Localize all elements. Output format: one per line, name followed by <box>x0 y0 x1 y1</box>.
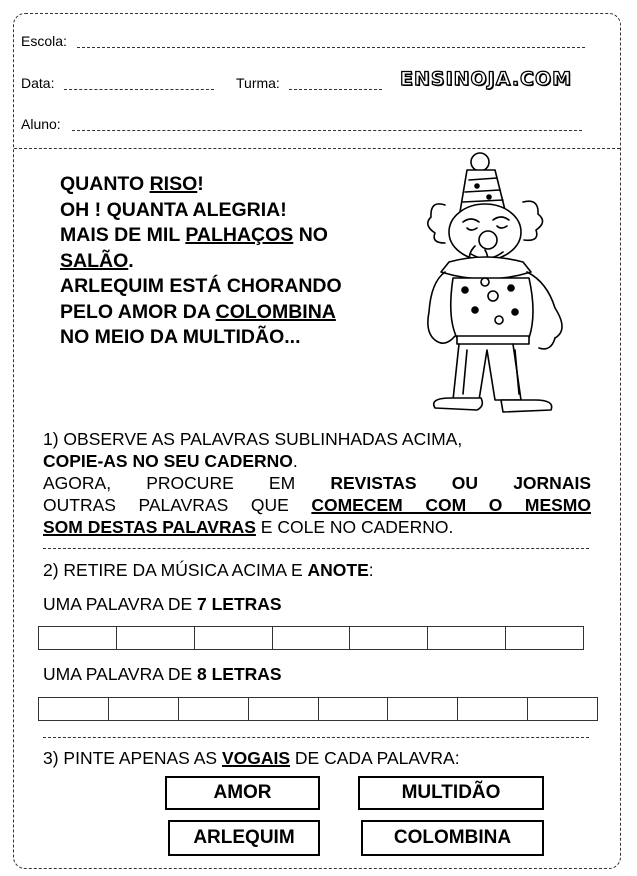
poem-line-7: NO MEIO DA MULTIDÃO... <box>60 326 301 348</box>
poem-line-6: PELO AMOR DA COLOMBINA <box>60 300 336 323</box>
brand-logo: ENSINOJA.COM <box>400 68 573 90</box>
letter-box[interactable] <box>388 698 458 720</box>
school-line[interactable] <box>77 47 585 48</box>
letter-box[interactable] <box>117 627 195 649</box>
student-label: Aluno: <box>21 116 61 132</box>
letter-box[interactable] <box>39 627 117 649</box>
divider-q1 <box>43 548 589 549</box>
q2-title: 2) RETIRE DA MÚSICA ACIMA E ANOTE: <box>43 560 374 580</box>
letter-box[interactable] <box>249 698 319 720</box>
poem-line-5: ARLEQUIM ESTÁ CHORANDO <box>60 275 342 297</box>
word-box-arlequim[interactable]: ARLEQUIM <box>168 820 320 856</box>
q1-line-2: COPIE-AS NO SEU CADERNO. <box>43 451 298 471</box>
header-divider <box>14 148 620 149</box>
letter-box[interactable] <box>195 627 273 649</box>
student-line[interactable] <box>72 130 582 131</box>
q1-line-4: OUTRAS PALAVRAS QUE COMECEM COM O MESMO <box>43 495 591 515</box>
letter-box[interactable] <box>273 627 351 649</box>
word-box-amor[interactable]: AMOR <box>165 776 320 810</box>
letter-box[interactable] <box>428 627 506 649</box>
clown-illustration <box>405 150 590 418</box>
class-label: Turma: <box>236 75 280 91</box>
q3-title: 3) PINTE APENAS AS VOGAIS DE CADA PALAVRA: <box>43 748 460 768</box>
letter-box[interactable] <box>528 698 597 720</box>
divider-q2 <box>43 737 589 738</box>
date-line[interactable] <box>64 89 214 90</box>
word-box-multidao[interactable]: MULTIDÃO <box>358 776 544 810</box>
letter-box[interactable] <box>319 698 389 720</box>
q1-line-3: AGORA, PROCURE EM REVISTAS OU JORNAIS <box>43 473 591 493</box>
letter-box[interactable] <box>179 698 249 720</box>
letter-box[interactable] <box>39 698 109 720</box>
q2-seven-letters-label: UMA PALAVRA DE 7 LETRAS <box>43 594 282 614</box>
poem-line-3: MAIS DE MIL PALHAÇOS NO <box>60 224 328 246</box>
poem-line-2: OH ! QUANTA ALEGRIA! <box>60 198 287 221</box>
poem-line-1: QUANTO RISO! <box>60 173 204 195</box>
word-box-colombina[interactable]: COLOMBINA <box>361 820 544 856</box>
letter-box[interactable] <box>109 698 179 720</box>
school-label: Escola: <box>21 33 67 49</box>
question-1 <box>43 428 591 538</box>
date-label: Data: <box>21 75 55 91</box>
seven-letter-boxes[interactable] <box>38 626 584 650</box>
letter-box[interactable] <box>350 627 428 649</box>
class-line[interactable] <box>289 89 382 90</box>
letter-box[interactable] <box>506 627 583 649</box>
poem <box>60 172 342 351</box>
q1-line-5: SOM DESTAS PALAVRAS E COLE NO CADERNO. <box>43 517 454 537</box>
q1-line-1: 1) OBSERVE AS PALAVRAS SUBLINHADAS ACIMA, <box>43 429 463 449</box>
q2-eight-letters-label: UMA PALAVRA DE 8 LETRAS <box>43 664 282 684</box>
poem-line-4: SALÃO. <box>60 249 134 272</box>
eight-letter-boxes[interactable] <box>38 697 598 721</box>
letter-box[interactable] <box>458 698 528 720</box>
